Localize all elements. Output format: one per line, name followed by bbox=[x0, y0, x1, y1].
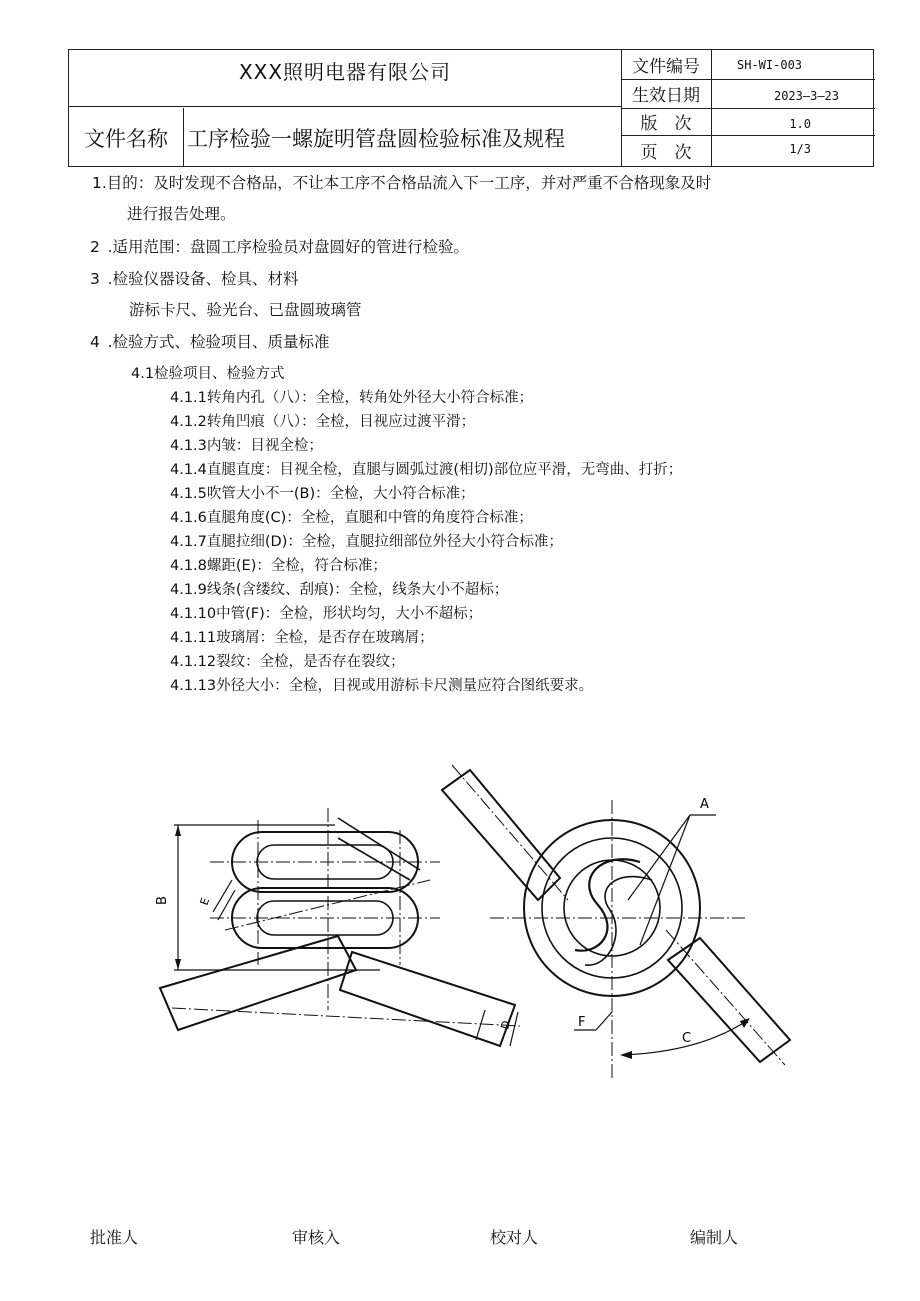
file-name-value: 工序检验一螺旋明管盘圆检验标准及规程 bbox=[187, 127, 565, 151]
inspection-item: 4.1.8螺距(E)：全检，符合标准； bbox=[170, 558, 387, 574]
right-straight-leg bbox=[340, 952, 515, 1046]
section-1-purpose: 1.目的：及时发现不合格品，不让本工序不合格品流入下一工序，并对严重不合格现象及时 bbox=[92, 174, 712, 192]
arrowhead bbox=[175, 825, 181, 836]
section-3-equipment: 3 .检验仪器设备、检具、材料 bbox=[90, 270, 299, 288]
section-2-scope: 2 .适用范围：盘圆工序检验员对盘圆好的管进行检验。 bbox=[90, 238, 470, 256]
file-no-value: SH-WI-003 bbox=[737, 57, 803, 72]
label-a-leader bbox=[628, 815, 690, 900]
arrowhead bbox=[175, 959, 181, 970]
dimension-e-line bbox=[213, 880, 232, 912]
upper-left-leg bbox=[442, 770, 560, 900]
label-a-leader bbox=[640, 815, 690, 945]
label-d: D bbox=[498, 1019, 514, 1031]
label-c: C bbox=[682, 1031, 692, 1046]
version-value: 1.0 bbox=[789, 116, 811, 131]
centerline bbox=[452, 765, 568, 900]
page-value: 1/3 bbox=[789, 141, 811, 156]
arrowhead bbox=[620, 1051, 632, 1059]
section-4-1-heading: 4.1检验项目、检验方式 bbox=[131, 366, 285, 382]
section-1-purpose-cont: 进行报告处理。 bbox=[127, 205, 236, 223]
label-e: E bbox=[197, 896, 213, 908]
signature-approver: 批准人 bbox=[90, 1228, 139, 1247]
inspection-item: 4.1.3内皱：目视全检； bbox=[170, 438, 323, 454]
center-tube-s-curve bbox=[585, 877, 652, 966]
company-name: XXX照明电器有限公司 bbox=[238, 60, 452, 84]
file-name-label: 文件名称 bbox=[84, 127, 168, 151]
inspection-item: 4.1.5吹管大小不一(B)：全检，大小符合标准； bbox=[170, 486, 475, 502]
centerline bbox=[172, 1008, 520, 1026]
label-b: B bbox=[155, 896, 170, 905]
signature-checker: 校对人 bbox=[490, 1228, 539, 1247]
dimension-d-line bbox=[476, 1010, 485, 1040]
inspection-item: 4.1.11玻璃屑：全检，是否存在玻璃屑； bbox=[170, 630, 434, 646]
label-f: F bbox=[578, 1015, 586, 1030]
version-label: 版 次 bbox=[640, 114, 692, 134]
inspection-item: 4.1.13外径大小：全检，目视或用游标卡尺测量应符合图纸要求。 bbox=[170, 678, 594, 694]
inspection-item: 4.1.2转角凹痕（八）：全检，目视应过渡平滑； bbox=[170, 414, 476, 430]
label-f-leader bbox=[596, 1012, 612, 1030]
inspection-item: 4.1.4直腿直度：目视全检，直腿与圆弧过渡(相切)部位应平滑，无弯曲、打折； bbox=[170, 462, 683, 478]
section-3-equipment-detail: 游标卡尺、验光台、已盘圆玻璃管 bbox=[129, 301, 362, 319]
inspection-item: 4.1.6直腿角度(C)：全检，直腿和中管的角度符合标准； bbox=[170, 510, 533, 526]
effective-date-label: 生效日期 bbox=[632, 86, 700, 106]
signature-reviewer: 审核入 bbox=[292, 1228, 341, 1247]
arrowhead bbox=[740, 1018, 750, 1028]
effective-date-value: 2023—3—23 bbox=[773, 88, 839, 103]
inspection-item: 4.1.10中管(F)：全检，形状均匀，大小不超标； bbox=[170, 606, 483, 622]
section-4-method: 4 .检验方式、检验项目、质量标准 bbox=[90, 333, 330, 351]
inspection-item: 4.1.1转角内孔（八）：全检，转角处外径大小符合标准； bbox=[170, 390, 534, 406]
inspection-item: 4.1.9线条(含缕纹、刮痕)：全检，线条大小不超标； bbox=[170, 582, 509, 598]
inspection-item: 4.1.12裂纹：全检，是否存在裂纹； bbox=[170, 654, 405, 670]
inspection-item: 4.1.7直腿拉细(D)：全检，直腿拉细部位外径大小符合标准； bbox=[170, 534, 563, 550]
signature-preparer: 编制人 bbox=[690, 1228, 739, 1247]
label-a: A bbox=[700, 797, 709, 812]
file-no-label: 文件编号 bbox=[632, 57, 700, 77]
page-label: 页 次 bbox=[640, 143, 692, 163]
